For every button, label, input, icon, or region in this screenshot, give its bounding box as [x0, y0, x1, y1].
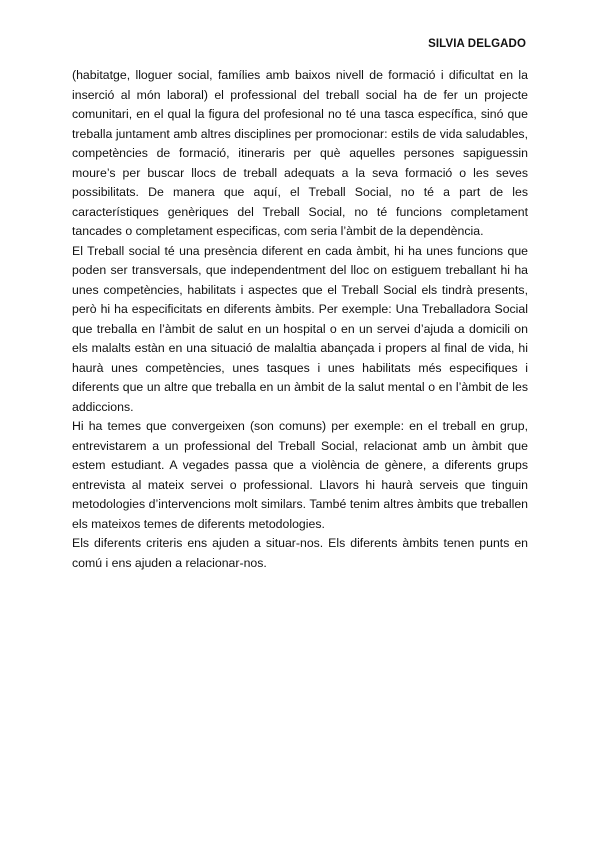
paragraph-1: (habitatge, lloguer social, famílies amb baixos nivell de formació i dificultat en la inserció al món laboral) el professional del treball social ha de fer un projecte comunitari, en el qual la figura del profesional no té una tasca específica, sinó que treballa juntament amb altres disciplines per promocionar: estils de vida saludables, competències de formació, itineraris per què aquelles persones sapiguessin moure’s per buscar llocs de treball adequats a la seva formació o les seves possibilitats. De manera que aquí, el Treball Social, no té a part de les característiques genèriques del Treball Social, no té funcions completament tancades o completament especificas, com seria l’àmbit de la dependència. [72, 68, 528, 238]
paragraph-3: Hi ha temes que convergeixen (son comuns) per exemple: en el treball en grup, entrevistarem a un professional del Treball Social, relacionat amb un àmbit que estem estudiant. A vegades passa que a violència de gènere, a diferents grups entrevista al mateix servei o professional. Llavors hi haurà serveis que tinguin metodologies d’intervencions molt similars. També tenim altres àmbits que treballen els mateixos temes de diferents metodologies. [72, 419, 528, 531]
paragraph-2: El Treball social té una presència diferent en cada àmbit, hi ha unes funcions que poden ser transversals, que independentment del lloc on estiguem treballant hi ha unes competències, habilitats i aspectes que el Treball Social els tindrà presents, però hi ha especificitats en diferents àmbits. Per exemple: Una Treballadora Social que treballa en l’àmbit de salut en un hospital o en un servei d’ajuda a domicili on els malalts estàn en una situació de malaltia abançada i propers al final de vida, hi haurà unes competències, unes tasques i unes habilitats més especifiques i diferents que un altre que treballa en un àmbit de la salut mental o en l’àmbit de les addiccions. [72, 243, 528, 414]
body-text [72, 66, 528, 573]
header-author: SILVIA DELGADO [428, 38, 526, 50]
paragraph-4: Els diferents criteris ens ajuden a situar-nos. Els diferents àmbits tenen punts en comú i ens ajuden a relacionar-nos. [72, 536, 528, 570]
